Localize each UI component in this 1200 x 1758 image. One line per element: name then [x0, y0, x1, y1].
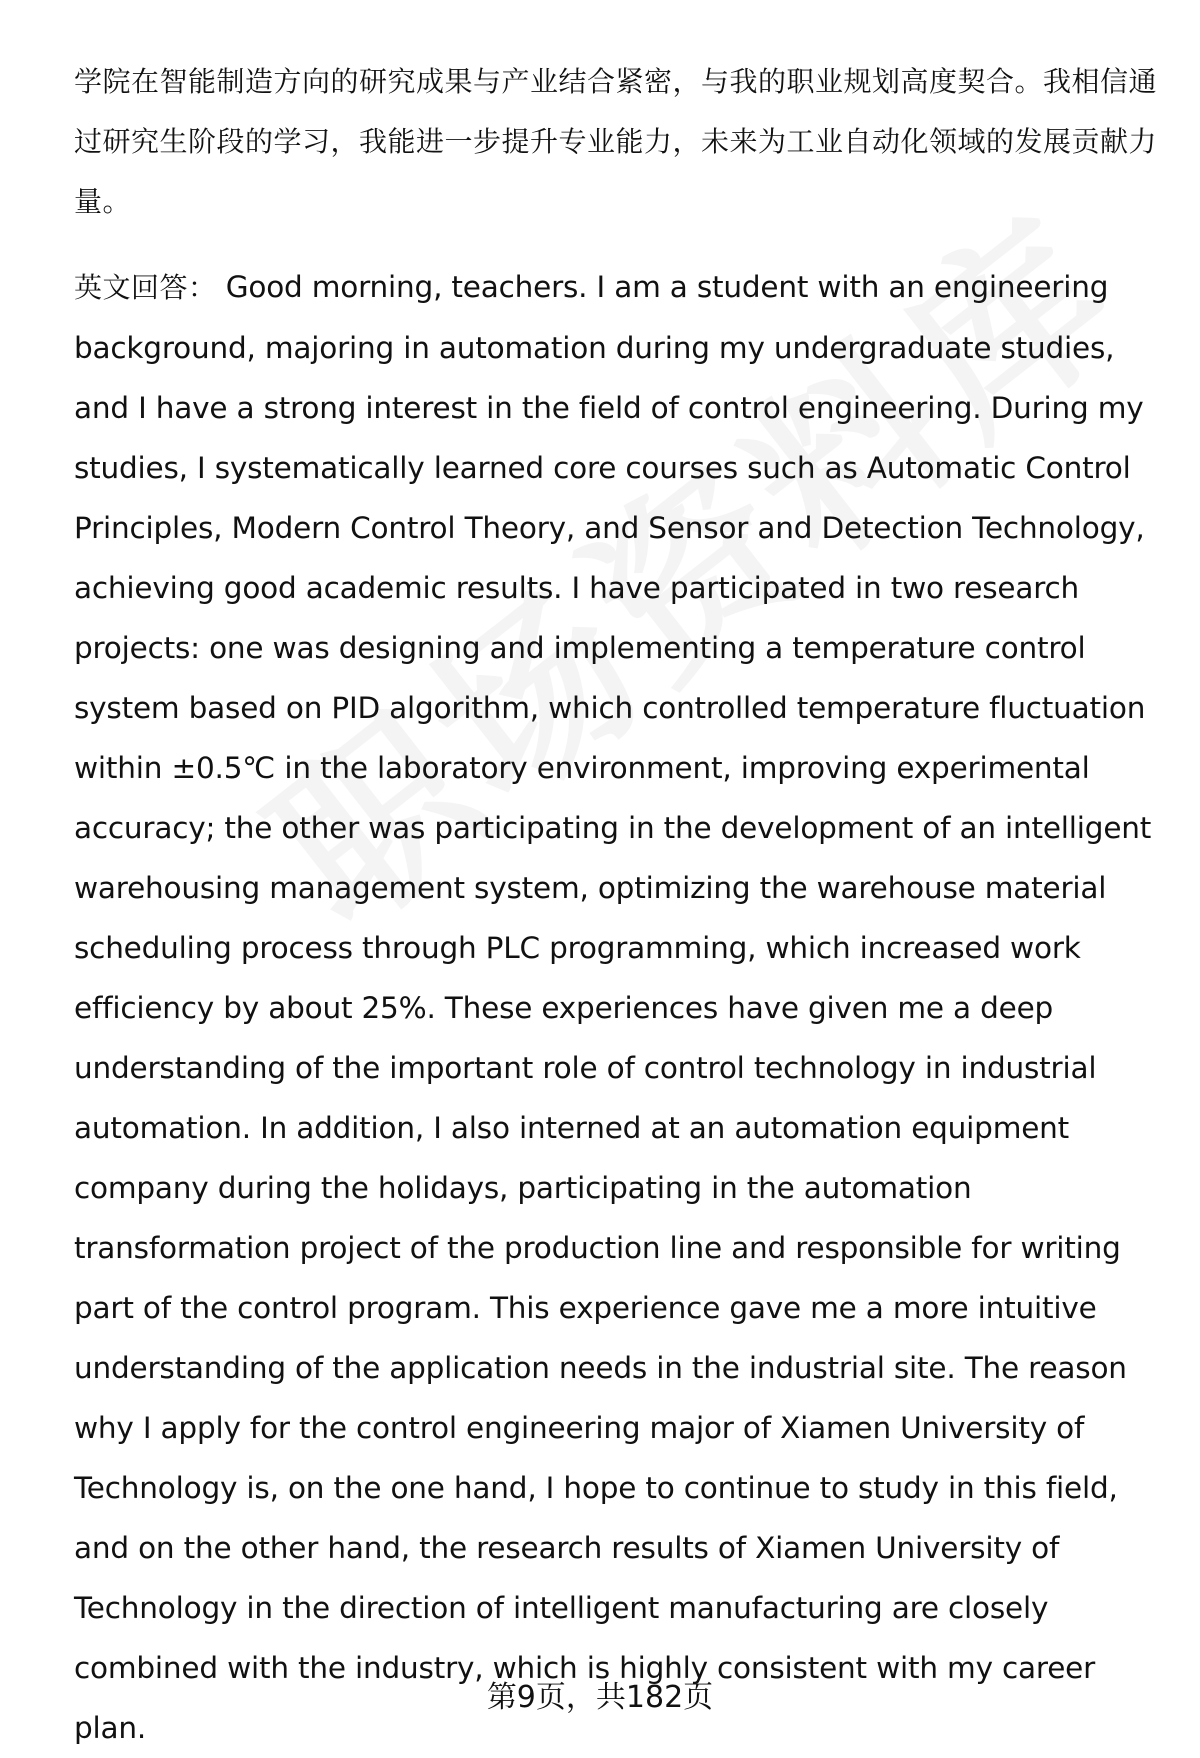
document-page: [74, 52, 1164, 1758]
english-answer-label: 英文回答：: [74, 271, 217, 304]
chinese-answer-paragraph: 学院在智能制造方向的研究成果与产业结合紧密，与我的职业规划高度契合。我相信通过研究生阶段的学习，我能进一步提升专业能力，未来为工业自动化领域的发展贡献力量。: [74, 65, 1158, 218]
english-answer-paragraph: [74, 257, 1164, 1758]
english-answer-text: Good morning, teachers. I am a student with an engineering background, majoring in automation during my undergraduate studies, and I have a strong interest in the field of control engineering. During my studies, I systematically learned core courses such as Automatic Control Principles, Modern Control Theory, and Sensor and Detection Technology, achieving good academic results. I have participated in two research projects: one was designing and implementing a temperature control system based on PID algorithm, which controlled temperature fluctuation within ±0.5℃ in the laboratory environment, improving experimental accuracy; the other was participating in the development of an intelligent warehousing management system, optimizing the warehouse material scheduling process through PLC programming, which increased work efficiency by about 25%. These experiences have given me a deep understanding of the important role of control technology in industrial automation. In addition, I also interned at an automation equipment company during the holidays, participating in the automation transformation project of the production line and responsible for writing part of the control program. This experience gave me a more intuitive understanding of the application needs in the industrial site. The reason why I apply for the control engineering major of Xiamen University of Technology is, on the one hand, I hope to continue to study in this field, and on the other hand, the research results of Xiamen University of Technology in the direction of intelligent manufacturing are closely combined with the industry, which is highly consistent with my career plan.: [74, 270, 1152, 1745]
page-number-footer: 第9页，共182页: [486, 1680, 714, 1715]
